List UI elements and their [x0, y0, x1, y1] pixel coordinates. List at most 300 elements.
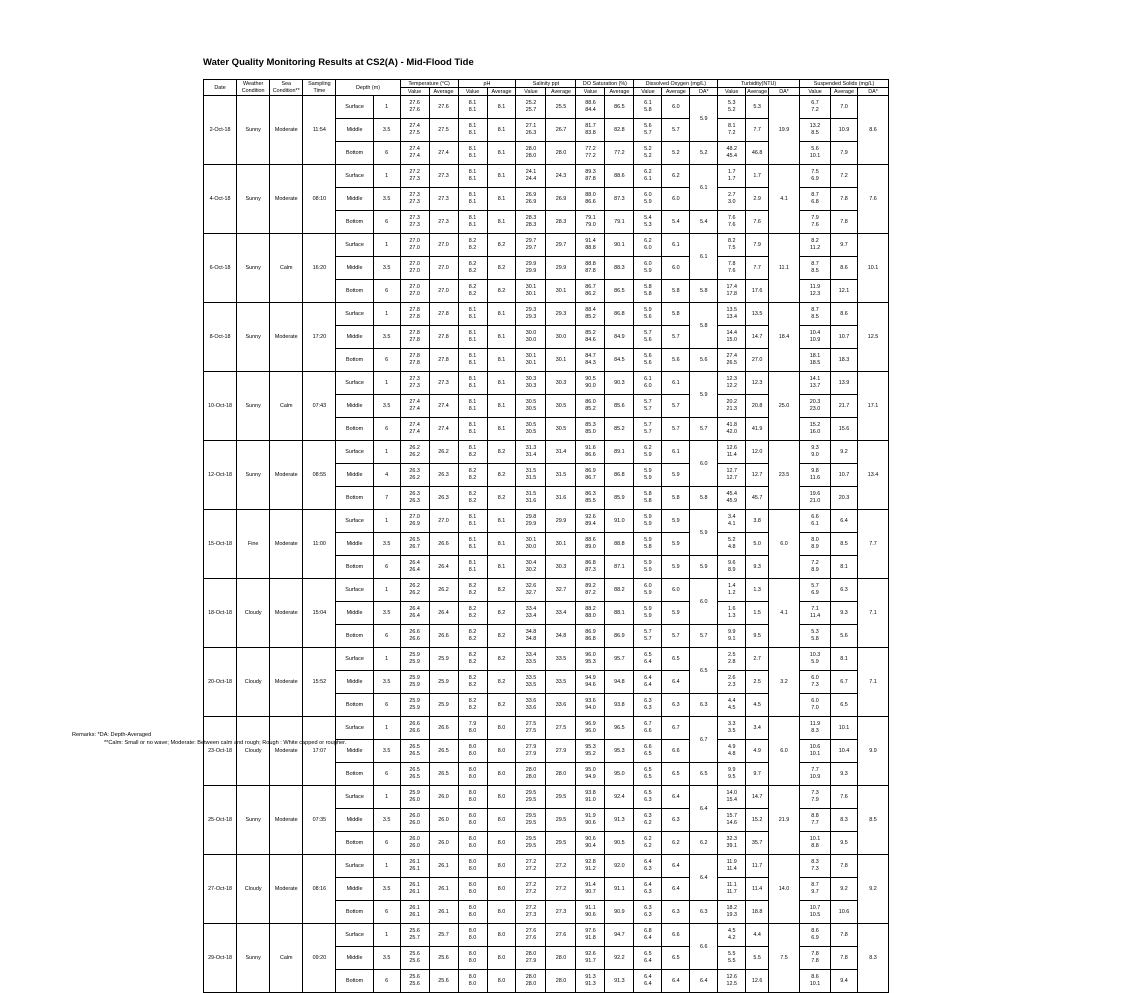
temperature-values-reading: 26.2	[409, 452, 420, 458]
temperature-values-reading: 25.9	[409, 682, 420, 688]
dissolved-oxygen-values-reading: 5.9	[644, 468, 652, 475]
temperature-values	[400, 372, 429, 395]
do-saturation-values	[576, 257, 605, 280]
do-saturation-values	[576, 142, 605, 165]
dissolved-oxygen-average: 5.8	[662, 303, 690, 326]
depth-value-cell: 3.5	[373, 671, 400, 694]
ph-values-reading: 8.1	[468, 445, 477, 452]
do-saturation-average: 95.3	[605, 740, 634, 763]
salinity-values-reading: 33.6	[525, 698, 537, 705]
temperature-values-reading: 26.4	[409, 613, 420, 619]
do-saturation-average: 85.6	[605, 395, 634, 418]
header-row-1	[204, 80, 941, 88]
temperature-average: 27.4	[429, 142, 458, 165]
ph-values-reading: 8.2	[468, 682, 477, 688]
turbidity-average: 7.7	[746, 257, 769, 280]
date-cell: 4-Oct-18	[204, 165, 237, 234]
ph-values-reading: 8.1	[468, 199, 477, 205]
turbidity-average: 1.3	[746, 579, 769, 602]
suspended-solids-average: 8.1	[831, 648, 858, 671]
suspended-solids-values	[800, 234, 831, 257]
do-saturation-values	[576, 280, 605, 303]
depth-level-cell: Bottom	[336, 556, 373, 579]
salinity-values-reading: 24.1	[525, 169, 537, 176]
suspended-solids-values-reading: 18.1	[809, 353, 821, 360]
date-cell: 27-Oct-18	[204, 855, 237, 924]
turbidity-da: 6.0	[768, 510, 799, 579]
ph-average: 8.2	[487, 579, 516, 602]
date-cell: 10-Oct-18	[204, 372, 237, 441]
suspended-solids-da: 17.1	[857, 372, 888, 441]
do-saturation-values-reading: 95.3	[585, 659, 596, 665]
temperature-average: 25.6	[429, 970, 458, 993]
ph-values-reading: 8.1	[468, 544, 477, 550]
suspended-solids-values-reading: 5.8	[811, 636, 819, 642]
salinity-values-reading: 29.5	[525, 813, 537, 820]
temperature-values	[400, 326, 429, 349]
temperature-values-reading: 26.5	[409, 744, 420, 751]
weather-cell: Sunny	[237, 441, 270, 510]
suspended-solids-values	[800, 970, 831, 993]
do-saturation-values	[576, 418, 605, 441]
dissolved-oxygen-da: 6.4	[690, 855, 718, 901]
dissolved-oxygen-average: 6.0	[662, 188, 690, 211]
ph-values-reading: 8.1	[468, 169, 477, 176]
temperature-values-reading: 26.1	[409, 866, 420, 872]
depth-value-cell: 6	[373, 556, 400, 579]
subheader-average: Average	[546, 88, 576, 96]
salinity-average: 33.5	[546, 648, 576, 671]
do-saturation-values	[576, 211, 605, 234]
remarks	[72, 731, 346, 747]
salinity-values-reading: 29.3	[525, 307, 537, 314]
turbidity-values-reading: 4.9	[727, 744, 736, 751]
dissolved-oxygen-values	[634, 533, 662, 556]
do-saturation-values	[576, 717, 605, 740]
do-saturation-values	[576, 349, 605, 372]
do-saturation-average: 86.5	[605, 96, 634, 119]
suspended-solids-values-reading: 11.9	[809, 284, 821, 291]
dissolved-oxygen-average: 6.0	[662, 257, 690, 280]
turbidity-average: 9.7	[746, 763, 769, 786]
turbidity-average: 1.7	[746, 165, 769, 188]
suspended-solids-values-reading: 8.6	[811, 928, 819, 935]
turbidity-values-reading: 18.2	[726, 905, 737, 912]
dissolved-oxygen-average: 6.1	[662, 234, 690, 257]
temperature-values-reading: 27.4	[409, 399, 420, 406]
turbidity-values	[718, 257, 746, 280]
dissolved-oxygen-values-reading: 5.6	[644, 353, 652, 360]
salinity-average: 28.0	[546, 947, 576, 970]
do-saturation-average: 86.5	[605, 280, 634, 303]
temperature-values-reading: 25.6	[409, 958, 420, 964]
suspended-solids-average: 10.7	[831, 464, 858, 487]
temperature-values-reading: 26.6	[409, 629, 420, 636]
sea-condition-cell: Moderate	[270, 303, 303, 372]
suspended-solids-values-reading: 20.3	[809, 399, 821, 406]
dissolved-oxygen-da: 5.8	[690, 303, 718, 349]
subheader-value: Value	[458, 88, 487, 96]
salinity-average: 28.0	[546, 970, 576, 993]
ph-values-reading: 8.0	[468, 981, 477, 987]
turbidity-values	[718, 372, 746, 395]
dissolved-oxygen-values-reading: 6.5	[644, 774, 652, 780]
suspended-solids-values	[800, 395, 831, 418]
do-saturation-values-reading: 94.6	[585, 682, 596, 688]
ph-values-reading: 8.2	[468, 652, 477, 659]
suspended-solids-da: 9.9	[857, 717, 888, 786]
dissolved-oxygen-average: 6.2	[662, 832, 690, 855]
ph-values	[458, 763, 487, 786]
depth-level-cell: Bottom	[336, 280, 373, 303]
temperature-values-reading: 27.8	[409, 307, 420, 314]
suspended-solids-values	[800, 625, 831, 648]
suspended-solids-values	[800, 924, 831, 947]
turbidity-average: 12.3	[746, 372, 769, 395]
do-saturation-average: 85.2	[605, 418, 634, 441]
turbidity-average: 4.4	[746, 924, 769, 947]
depth-value-cell: 1	[373, 924, 400, 947]
suspended-solids-values	[800, 717, 831, 740]
suspended-solids-da: 8.6	[857, 96, 888, 165]
do-saturation-values-reading: 77.2	[585, 153, 596, 159]
ph-values-reading: 8.0	[468, 935, 477, 941]
ph-average: 8.0	[487, 809, 516, 832]
ph-values-reading: 8.0	[468, 958, 477, 964]
dissolved-oxygen-values-reading: 5.7	[644, 399, 652, 406]
dissolved-oxygen-da: 6.1	[690, 234, 718, 280]
turbidity-values	[718, 855, 746, 878]
turbidity-average: 3.4	[746, 717, 769, 740]
sampling-time-cell: 07:35	[303, 786, 336, 855]
temperature-values-reading: 27.3	[409, 199, 420, 205]
turbidity-values	[718, 625, 746, 648]
dissolved-oxygen-da-bottom: 5.8	[690, 487, 718, 510]
turbidity-values-reading: 12.6	[726, 445, 737, 452]
subheader-average: Average	[747, 88, 768, 95]
temperature-values	[400, 96, 429, 119]
temperature-average: 27.4	[429, 418, 458, 441]
salinity-values	[516, 349, 546, 372]
depth-level-cell: Surface	[336, 510, 373, 533]
sea-condition-cell: Moderate	[270, 786, 303, 855]
turbidity-values-reading: 12.7	[726, 468, 737, 475]
turbidity-values-reading: 5.5	[727, 958, 736, 964]
dissolved-oxygen-values	[634, 625, 662, 648]
salinity-values-reading: 33.6	[525, 705, 537, 711]
suspended-solids-average: 8.5	[831, 533, 858, 556]
depth-value-cell: 3.5	[373, 326, 400, 349]
weather-cell: Cloudy	[237, 855, 270, 924]
suspended-solids-values	[800, 349, 831, 372]
salinity-values-reading: 32.6	[525, 583, 537, 590]
suspended-solids-values	[800, 556, 831, 579]
dissolved-oxygen-average: 6.5	[662, 947, 690, 970]
dissolved-oxygen-values-reading: 5.7	[644, 422, 652, 429]
suspended-solids-average: 9.5	[831, 832, 858, 855]
suspended-solids-average: 9.2	[831, 441, 858, 464]
dissolved-oxygen-da: 6.0	[690, 441, 718, 487]
ph-values-reading: 8.2	[468, 491, 477, 498]
temperature-values	[400, 441, 429, 464]
ph-values-reading: 8.2	[468, 705, 477, 711]
weather-cell: Sunny	[237, 165, 270, 234]
ph-values-reading: 8.1	[468, 429, 477, 435]
suspended-solids-average: 10.1	[831, 717, 858, 740]
dissolved-oxygen-values-reading: 5.9	[644, 613, 652, 619]
temperature-values-reading: 26.0	[409, 797, 420, 803]
turbidity-average: 9.3	[746, 556, 769, 579]
water-quality-table	[203, 79, 941, 993]
ph-values	[458, 740, 487, 763]
table-row	[204, 372, 941, 395]
turbidity-values-reading: 9.9	[727, 629, 736, 636]
temperature-values-reading: 26.3	[409, 491, 420, 498]
salinity-values	[516, 625, 546, 648]
ph-values-reading: 8.2	[468, 590, 477, 596]
do-saturation-values	[576, 832, 605, 855]
do-saturation-average: 88.3	[605, 257, 634, 280]
do-saturation-values-reading: 91.8	[585, 935, 596, 941]
dissolved-oxygen-values-reading: 6.3	[644, 705, 652, 711]
do-saturation-values-reading: 91.0	[585, 797, 596, 803]
temperature-values	[400, 786, 429, 809]
turbidity-average: 7.7	[746, 119, 769, 142]
salinity-average: 30.0	[546, 326, 576, 349]
salinity-average: 34.8	[546, 625, 576, 648]
salinity-values	[516, 809, 546, 832]
temperature-values	[400, 418, 429, 441]
sampling-time-cell: 15:04	[303, 579, 336, 648]
turbidity-values-reading: 2.5	[727, 652, 736, 659]
turbidity-average: 7.6	[746, 211, 769, 234]
salinity-values	[516, 280, 546, 303]
turbidity-da: 21.9	[768, 786, 799, 855]
salinity-values	[516, 441, 546, 464]
ph-values-reading: 8.1	[468, 422, 477, 429]
do-saturation-values-reading: 88.0	[585, 613, 596, 619]
suspended-solids-da: 7.1	[857, 579, 888, 648]
salinity-values	[516, 464, 546, 487]
salinity-values	[516, 257, 546, 280]
turbidity-values-reading: 39.1	[726, 843, 737, 849]
dissolved-oxygen-values-reading: 6.4	[644, 981, 652, 987]
suspended-solids-values-reading: 7.2	[811, 560, 819, 567]
salinity-values	[516, 717, 546, 740]
temperature-values-reading: 26.0	[409, 836, 420, 843]
turbidity-values-reading: 14.0	[726, 790, 737, 797]
depth-value-cell: 1	[373, 372, 400, 395]
suspended-solids-values-reading: 7.5	[811, 169, 819, 176]
temperature-values-reading: 27.0	[409, 261, 420, 268]
turbidity-values-reading: 12.3	[726, 376, 737, 383]
dissolved-oxygen-values-reading: 6.2	[644, 836, 652, 843]
temperature-values-reading: 27.8	[409, 337, 420, 343]
salinity-values-reading: 25.7	[525, 107, 537, 113]
dissolved-oxygen-values-reading: 6.4	[644, 659, 652, 665]
temperature-values	[400, 234, 429, 257]
dissolved-oxygen-da-bottom: 6.3	[690, 694, 718, 717]
ph-values	[458, 257, 487, 280]
dissolved-oxygen-average: 5.7	[662, 625, 690, 648]
dissolved-oxygen-values	[634, 119, 662, 142]
do-saturation-values	[576, 303, 605, 326]
salinity-average: 28.3	[546, 211, 576, 234]
turbidity-values	[718, 832, 746, 855]
temperature-values	[400, 671, 429, 694]
dissolved-oxygen-average: 5.9	[662, 464, 690, 487]
suspended-solids-average: 10.7	[831, 326, 858, 349]
suspended-solids-values-reading: 7.1	[811, 606, 819, 613]
turbidity-values-reading: 4.8	[727, 544, 736, 550]
dissolved-oxygen-values-reading: 5.9	[644, 514, 652, 521]
temperature-values-reading: 27.8	[409, 330, 420, 337]
suspended-solids-values-reading: 8.7	[811, 882, 819, 889]
do-saturation-values-reading: 94.9	[585, 675, 596, 682]
salinity-values-reading: 30.0	[525, 337, 537, 343]
turbidity-da: 11.1	[768, 234, 799, 303]
salinity-average: 29.9	[546, 257, 576, 280]
dissolved-oxygen-values	[634, 349, 662, 372]
salinity-values	[516, 970, 546, 993]
date-cell: 12-Oct-18	[204, 441, 237, 510]
suspended-solids-average: 20.3	[831, 487, 858, 510]
turbidity-values-reading: 1.7	[727, 169, 736, 176]
suspended-solids-values-reading: 8.7	[811, 307, 819, 314]
header-salinity: Salinity ppt	[516, 80, 576, 88]
dissolved-oxygen-values-reading: 6.0	[644, 383, 652, 389]
dissolved-oxygen-values	[634, 96, 662, 119]
dissolved-oxygen-average: 5.7	[662, 418, 690, 441]
dissolved-oxygen-values	[634, 510, 662, 533]
suspended-solids-values-reading: 8.0	[811, 537, 819, 544]
ph-values-reading: 8.0	[468, 859, 477, 866]
suspended-solids-average: 6.5	[831, 694, 858, 717]
salinity-values	[516, 533, 546, 556]
dissolved-oxygen-values-reading: 6.2	[644, 445, 652, 452]
do-saturation-values-reading: 88.0	[585, 192, 596, 199]
table-row	[204, 855, 941, 878]
turbidity-average: 35.7	[746, 832, 769, 855]
turbidity-values	[718, 901, 746, 924]
suspended-solids-values-reading: 18.5	[809, 360, 821, 366]
dissolved-oxygen-average: 5.9	[662, 510, 690, 533]
dissolved-oxygen-da-bottom: 5.7	[690, 625, 718, 648]
salinity-average: 27.2	[546, 855, 576, 878]
suspended-solids-values-reading: 7.8	[811, 958, 819, 964]
temperature-average: 27.0	[429, 234, 458, 257]
depth-level-cell: Middle	[336, 947, 373, 970]
do-saturation-values-reading: 89.0	[585, 544, 596, 550]
suspended-solids-average: 18.3	[831, 349, 858, 372]
ph-values-reading: 8.2	[468, 675, 477, 682]
suspended-solids-values	[800, 96, 831, 119]
table-body	[204, 96, 941, 993]
dissolved-oxygen-da: 5.9	[690, 510, 718, 556]
salinity-values-reading: 29.9	[525, 268, 537, 274]
turbidity-values	[718, 395, 746, 418]
suspended-solids-da: 9.2	[857, 855, 888, 924]
depth-value-cell: 1	[373, 165, 400, 188]
dissolved-oxygen-values-reading: 6.2	[644, 820, 652, 826]
dissolved-oxygen-da-bottom: 6.2	[690, 832, 718, 855]
suspended-solids-values-reading: 8.3	[811, 859, 819, 866]
ph-values-reading: 8.1	[468, 337, 477, 343]
temperature-values-reading: 26.1	[409, 912, 420, 918]
do-saturation-values-reading: 86.8	[585, 636, 596, 642]
dissolved-oxygen-average: 6.4	[662, 786, 690, 809]
suspended-solids-average: 21.7	[831, 395, 858, 418]
do-saturation-values-reading: 91.3	[585, 981, 596, 987]
dissolved-oxygen-values	[634, 372, 662, 395]
suspended-solids-values-reading: 13.2	[809, 123, 821, 130]
do-saturation-values-reading: 86.9	[585, 629, 596, 636]
table-row	[204, 510, 941, 533]
salinity-values-reading: 31.6	[525, 498, 537, 504]
suspended-solids-average: 9.2	[831, 878, 858, 901]
ph-values-reading: 8.0	[468, 974, 477, 981]
temperature-values-reading: 27.3	[409, 215, 420, 222]
subheader-average: Average	[605, 88, 634, 96]
salinity-values	[516, 671, 546, 694]
dissolved-oxygen-da: 6.4	[690, 786, 718, 832]
ph-average: 8.0	[487, 763, 516, 786]
salinity-values-reading: 29.7	[525, 238, 537, 245]
do-saturation-average: 95.0	[605, 763, 634, 786]
salinity-values	[516, 510, 546, 533]
depth-value-cell: 3.5	[373, 809, 400, 832]
temperature-values-reading: 27.8	[409, 353, 420, 360]
salinity-average: 29.5	[546, 809, 576, 832]
salinity-values-reading: 27.2	[525, 859, 537, 866]
salinity-average: 29.5	[546, 832, 576, 855]
ph-values	[458, 556, 487, 579]
turbidity-average: 7.9	[746, 234, 769, 257]
ph-average: 8.0	[487, 786, 516, 809]
do-saturation-values	[576, 694, 605, 717]
temperature-values	[400, 947, 429, 970]
temperature-values-reading: 26.9	[409, 521, 420, 527]
suspended-solids-average: 7.8	[831, 947, 858, 970]
dissolved-oxygen-values-reading: 6.3	[644, 866, 652, 872]
do-saturation-values	[576, 740, 605, 763]
depth-value-cell: 1	[373, 717, 400, 740]
ph-values-reading: 8.0	[468, 744, 477, 751]
dissolved-oxygen-values-reading: 6.3	[644, 889, 652, 895]
salinity-values	[516, 165, 546, 188]
suspended-solids-da: 13.4	[857, 441, 888, 510]
dissolved-oxygen-values-reading: 5.6	[644, 337, 652, 343]
turbidity-values	[718, 671, 746, 694]
do-saturation-values-reading: 86.2	[585, 291, 596, 297]
dissolved-oxygen-values	[634, 763, 662, 786]
salinity-values-reading: 33.4	[525, 606, 537, 613]
suspended-solids-values-reading: 7.9	[811, 215, 819, 222]
depth-level-cell: Surface	[336, 786, 373, 809]
suspended-solids-average: 10.6	[831, 901, 858, 924]
ph-average: 8.1	[487, 556, 516, 579]
temperature-average: 26.0	[429, 786, 458, 809]
ph-values-reading: 7.9	[468, 721, 477, 728]
turbidity-values-reading: 7.8	[727, 261, 736, 268]
depth-level-cell: Middle	[336, 878, 373, 901]
temperature-values-reading: 27.8	[409, 314, 420, 320]
temperature-values-reading: 26.4	[409, 567, 420, 573]
turbidity-da: 19.9	[768, 96, 799, 165]
do-saturation-values-reading: 87.8	[585, 176, 596, 182]
depth-level-cell: Surface	[336, 234, 373, 257]
ph-values-reading: 8.1	[468, 100, 477, 107]
